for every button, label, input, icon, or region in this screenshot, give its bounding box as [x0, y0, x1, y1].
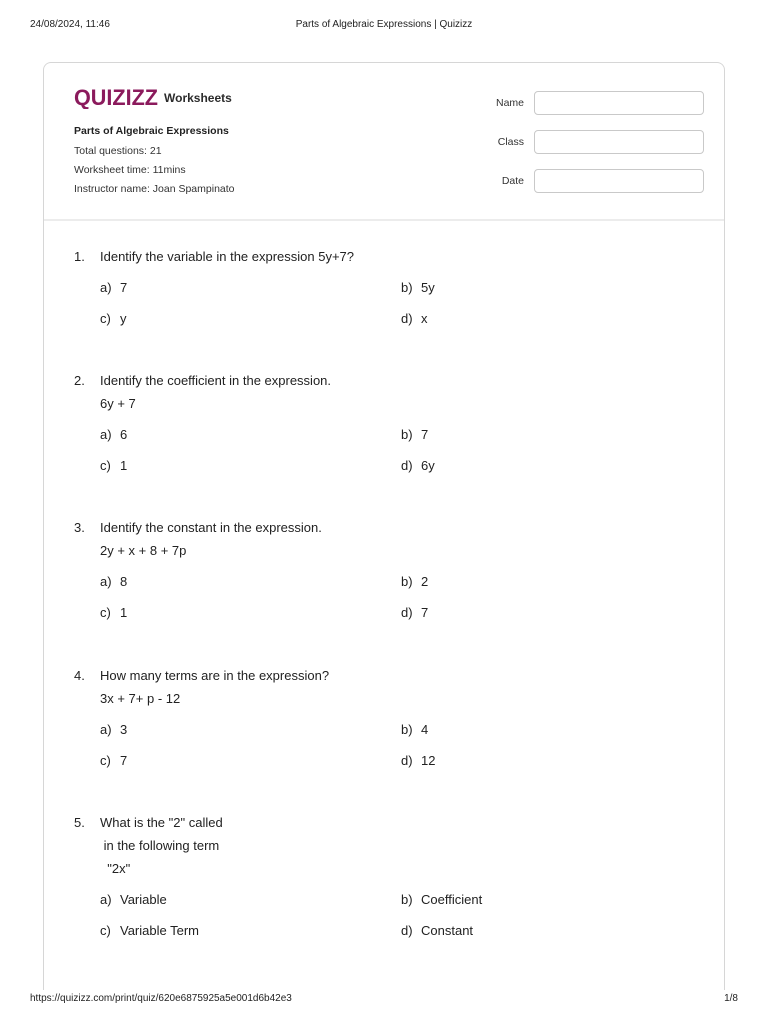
question-stem	[74, 516, 694, 562]
option-a: a) 7	[100, 280, 128, 295]
quizizz-logo	[74, 85, 158, 109]
date-label: Date	[501, 175, 524, 187]
question-text: Identify the constant in the expression.	[100, 520, 322, 535]
option-d: d) 6y	[401, 458, 435, 473]
option-b: b) 4	[401, 722, 429, 737]
print-datetime: 24/08/2024, 11:46	[30, 19, 110, 30]
print-header	[0, 19, 768, 33]
question-expression: 6y + 7	[100, 396, 136, 411]
question-number: 4.	[74, 668, 85, 683]
worksheet-card	[43, 62, 725, 990]
option-b: b) 5y	[401, 280, 435, 295]
option-b: b) 7	[401, 427, 429, 442]
worksheet-time: Worksheet time: 11mins	[74, 164, 186, 176]
page-number: 1/8	[724, 993, 738, 1004]
question-number: 3.	[74, 520, 85, 535]
question	[74, 245, 694, 342]
question	[74, 516, 694, 636]
total-questions: Total questions: 21	[74, 145, 162, 157]
question-stem	[74, 245, 694, 268]
option-a: a) Variable	[100, 892, 167, 907]
print-page-title: Parts of Algebraic Expressions | Quizizz	[295, 19, 473, 30]
class-row	[484, 130, 704, 154]
question-number: 1.	[74, 249, 85, 264]
product-name: Worksheets	[164, 90, 232, 105]
class-field[interactable]	[534, 130, 704, 154]
option-d: d) x	[401, 311, 428, 326]
option-b: b) Coefficient	[401, 892, 483, 907]
question-expression: 3x + 7+ p - 12	[100, 691, 181, 706]
name-label: Name	[495, 97, 524, 109]
question-text: What is the "2" called	[100, 815, 223, 830]
svg-text:QUIZIZZ: QUIZIZZ	[74, 85, 158, 109]
class-label: Class	[497, 136, 524, 148]
date-row	[484, 169, 704, 193]
option-c: c) 1	[100, 458, 128, 473]
option-b: b) 2	[401, 574, 429, 589]
question-stem	[74, 664, 694, 710]
answer-options	[74, 574, 694, 636]
question-expression: 2y + x + 8 + 7p	[100, 543, 187, 558]
option-d: d) 7	[401, 605, 429, 620]
question-number: 5.	[74, 815, 85, 830]
option-a: a) 8	[100, 574, 128, 589]
option-c: c) Variable Term	[100, 923, 199, 938]
brand	[74, 85, 232, 109]
option-c: c) 7	[100, 753, 128, 768]
question-text: Identify the coefficient in the expression.	[100, 373, 332, 388]
question-text: How many terms are in the expression?	[100, 668, 330, 683]
worksheet-header	[44, 63, 724, 221]
answer-options	[74, 892, 694, 954]
print-url: https://quizizz.com/print/quiz/620e6875925a5e001d6b42e3	[30, 993, 292, 1004]
question	[74, 664, 694, 784]
name-row	[484, 91, 704, 115]
option-c: c) 1	[100, 605, 128, 620]
answer-options	[74, 427, 694, 489]
option-d: d) 12	[401, 753, 436, 768]
print-footer	[0, 993, 768, 1007]
question-text-line-2: in the following term	[100, 838, 220, 853]
worksheet-title: Parts of Algebraic Expressions	[74, 125, 229, 137]
option-a: a) 3	[100, 722, 128, 737]
question-text: Identify the variable in the expression 5y+7?	[100, 249, 355, 264]
option-d: d) Constant	[401, 923, 474, 938]
question	[74, 369, 694, 489]
answer-options	[74, 722, 694, 784]
option-c: c) y	[100, 311, 127, 326]
question	[74, 811, 694, 954]
answer-options	[74, 280, 694, 342]
name-field[interactable]	[534, 91, 704, 115]
question-number: 2.	[74, 373, 85, 388]
student-info-form	[484, 91, 704, 208]
worksheet-meta	[74, 125, 235, 202]
question-stem	[74, 369, 694, 415]
question-stem	[74, 811, 694, 880]
instructor-name: Instructor name: Joan Spampinato	[74, 183, 235, 195]
question-text-line-3: "2x"	[100, 861, 131, 876]
date-field[interactable]	[534, 169, 704, 193]
option-a: a) 6	[100, 427, 128, 442]
